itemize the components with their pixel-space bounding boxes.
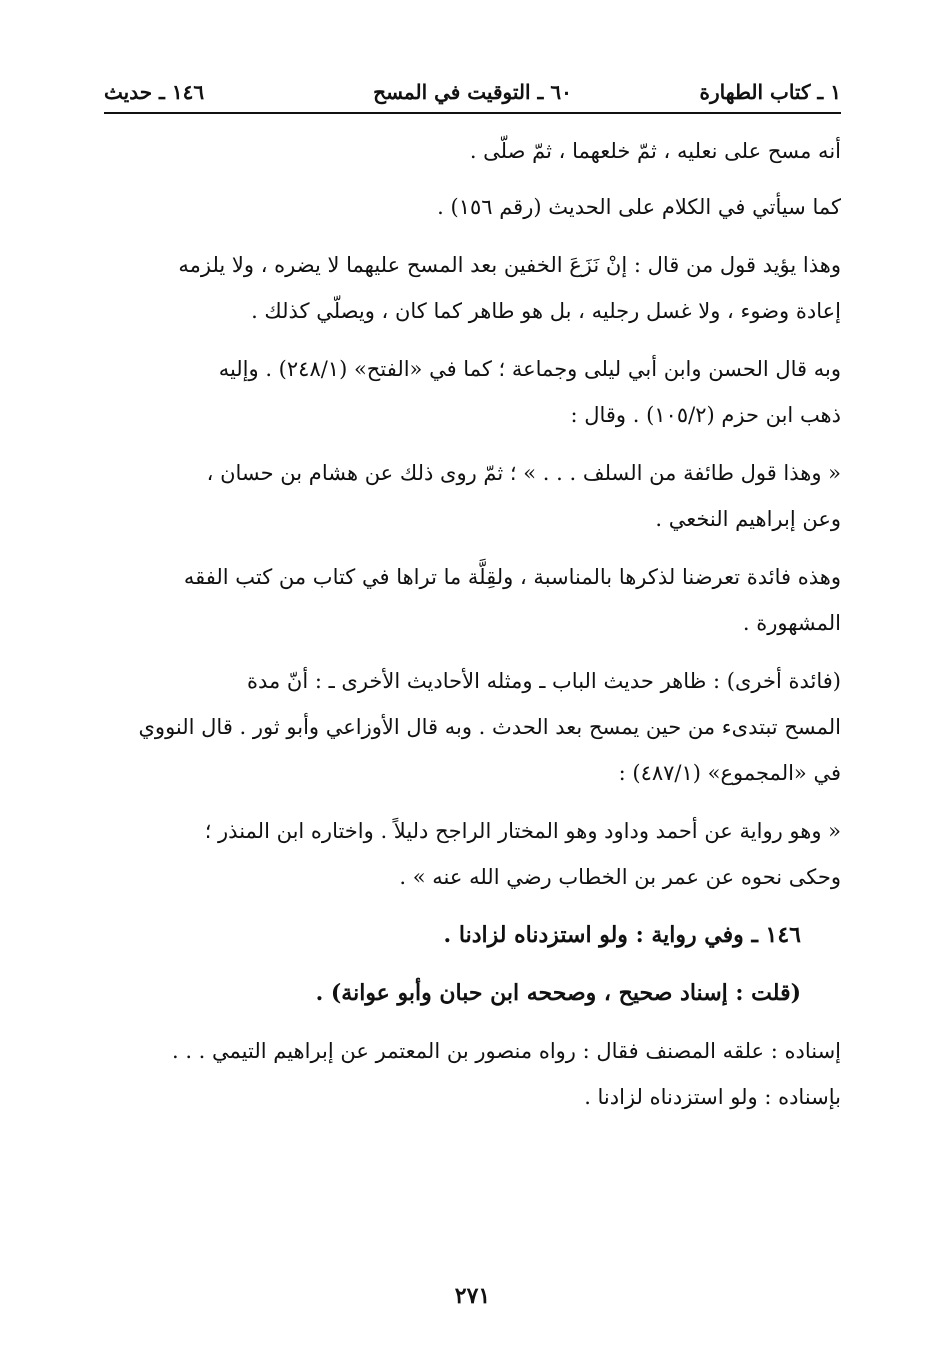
header-chapter: ١ ـ كتاب الطهارة — [699, 80, 841, 104]
isnad-text: إسناده : علقه المصنف فقال : رواه منصور بن المعتمر عن إبراهيم التيمي . . . بإسناده : ولو استزدناه لزادنا . — [171, 1039, 841, 1109]
header-section: ٦٠ ـ التوقيت في المسح — [373, 80, 572, 104]
header-hadith-ref: ١٤٦ ـ حديث — [104, 80, 205, 104]
page-number: ٢٧١ — [454, 1283, 491, 1309]
grading-text: (قلت : إسناد صحيح ، وصححه ابن حبان وأبو عوانة) . — [315, 980, 801, 1006]
paragraph-5: « وهذا قول طائفة من السلف . . . » ؛ ثمّ روى ذلك عن هشام بن حسان ، وعن إبراهيم النخعي . — [206, 461, 841, 531]
paragraph-6: وهذه فائدة تعرضنا لذكرها بالمناسبة ، ولقِلَّة ما تراها في كتاب من كتب الفقه المشهورة . — [183, 565, 841, 635]
hadith-text: ١٤٦ ـ وفي رواية : ولو استزدناه لزادنا . — [443, 922, 801, 948]
paragraph-1: أنه مسح على نعليه ، ثمّ خلعهما ، ثمّ صلّى . — [469, 139, 841, 163]
paragraph-4: وبه قال الحسن وابن أبي ليلى وجماعة ؛ كما في «الفتح» (٢٤٨/١) . وإليه ذهب ابن حزم (١٠٥/٢) . وقال : — [218, 357, 841, 427]
paragraph-3: وهذا يؤيد قول من قال : إنْ نَزَعَ الخفين بعد المسح عليهما لا يضره ، ولا يلزمه إعادة وضوء ، ولا غسل رجليه ، بل هو طاهر كما كان ، ويصلّي كذلك . — [178, 253, 841, 323]
running-header — [104, 78, 841, 114]
page-body — [104, 128, 841, 1120]
paragraph-2: كما سيأتي في الكلام على الحديث (رقم ١٥٦) . — [437, 195, 841, 219]
paragraph-8: « وهو رواية عن أحمد وداود وهو المختار الراجح دليلاً . واختاره ابن المنذر ؛ وحكى نحوه عن عمر بن الخطاب رضي الله عنه » . — [204, 819, 841, 889]
paragraph-7: (فائدة أخرى) : ظاهر حديث الباب ـ ومثله الأحاديث الأخرى ـ : أنّ مدة المسح تبتدىء من حين يمسح بعد الحدث . وبه قال الأوزاعي وأبو ثور . قال النووي في «المجموع» (٤٨٧/١) : — [138, 669, 841, 785]
